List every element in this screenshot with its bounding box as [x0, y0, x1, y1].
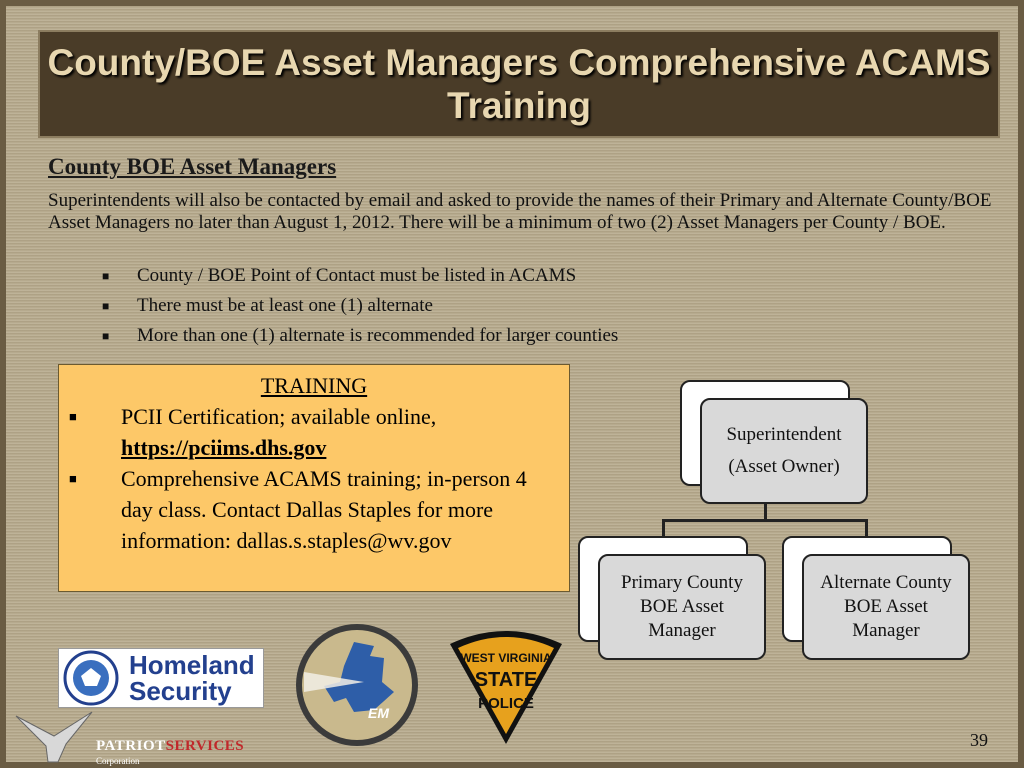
bullet-marker-icon: ■ [102, 269, 110, 283]
title-bar [38, 30, 1000, 138]
connector-line [662, 519, 665, 537]
org-box-primary: Primary County BOE Asset Manager [598, 554, 766, 660]
patriot-services-logo: PATRIOTSERVICES [96, 738, 245, 754]
org-box-alternate: Alternate County BOE Asset Manager [802, 554, 970, 660]
bullet-marker-icon: ■ [69, 409, 77, 424]
svg-text:EM: EM [368, 705, 389, 721]
list-item: ■ More than one (1) alternate is recommended for larger counties [102, 324, 618, 354]
eagle-icon [14, 706, 94, 764]
list-item: ■ There must be at least one (1) alternate [102, 294, 618, 324]
training-box [58, 364, 570, 592]
connector-line [662, 519, 868, 522]
bullet-list [102, 264, 618, 354]
page-number: 39 [970, 730, 988, 750]
connector-line [865, 519, 868, 537]
wv-state-police-badge-icon [442, 624, 570, 748]
connector-line [764, 504, 767, 520]
bullet-marker-icon: ■ [69, 471, 77, 486]
slide-title: County/BOE Asset Managers Comprehensive ACAMS Training [47, 42, 991, 126]
wv-em-badge-icon [294, 622, 420, 748]
section-heading: County BOE Asset Managers [48, 154, 337, 179]
svg-text:POLICE: POLICE [478, 695, 534, 712]
dhs-seal-icon [63, 650, 119, 706]
svg-text:WEST VIRGINIA: WEST VIRGINIA [460, 651, 552, 665]
org-box-superintendent: Superintendent (Asset Owner) [700, 398, 868, 504]
list-item: ■ County / BOE Point of Contact must be listed in ACAMS [102, 264, 618, 294]
pciims-link[interactable]: https://pciims.dhs.gov [121, 435, 327, 460]
homeland-security-logo: Homeland Security [58, 648, 264, 708]
corporation-label: Corporation [96, 756, 140, 766]
svg-text:STATE: STATE [474, 669, 538, 691]
training-item: ■ Comprehensive ACAMS training; in-person 4 day class. Contact Dallas Staples for more information: dallas.s.staples@wv.gov [59, 463, 569, 556]
bullet-marker-icon: ■ [102, 299, 110, 313]
bullet-marker-icon: ■ [102, 329, 110, 343]
intro-paragraph: Superintendents will also be contacted by email and asked to provide the names of their Primary and Alternate County/BOE Asset Managers no later than August 1, 2012. There will be a minimum of two (2) Asset Managers per County / BOE. [48, 190, 992, 233]
training-item: ■ PCII Certification; available online, https://pciims.dhs.gov [59, 401, 569, 463]
training-heading: TRAINING [260, 373, 368, 398]
